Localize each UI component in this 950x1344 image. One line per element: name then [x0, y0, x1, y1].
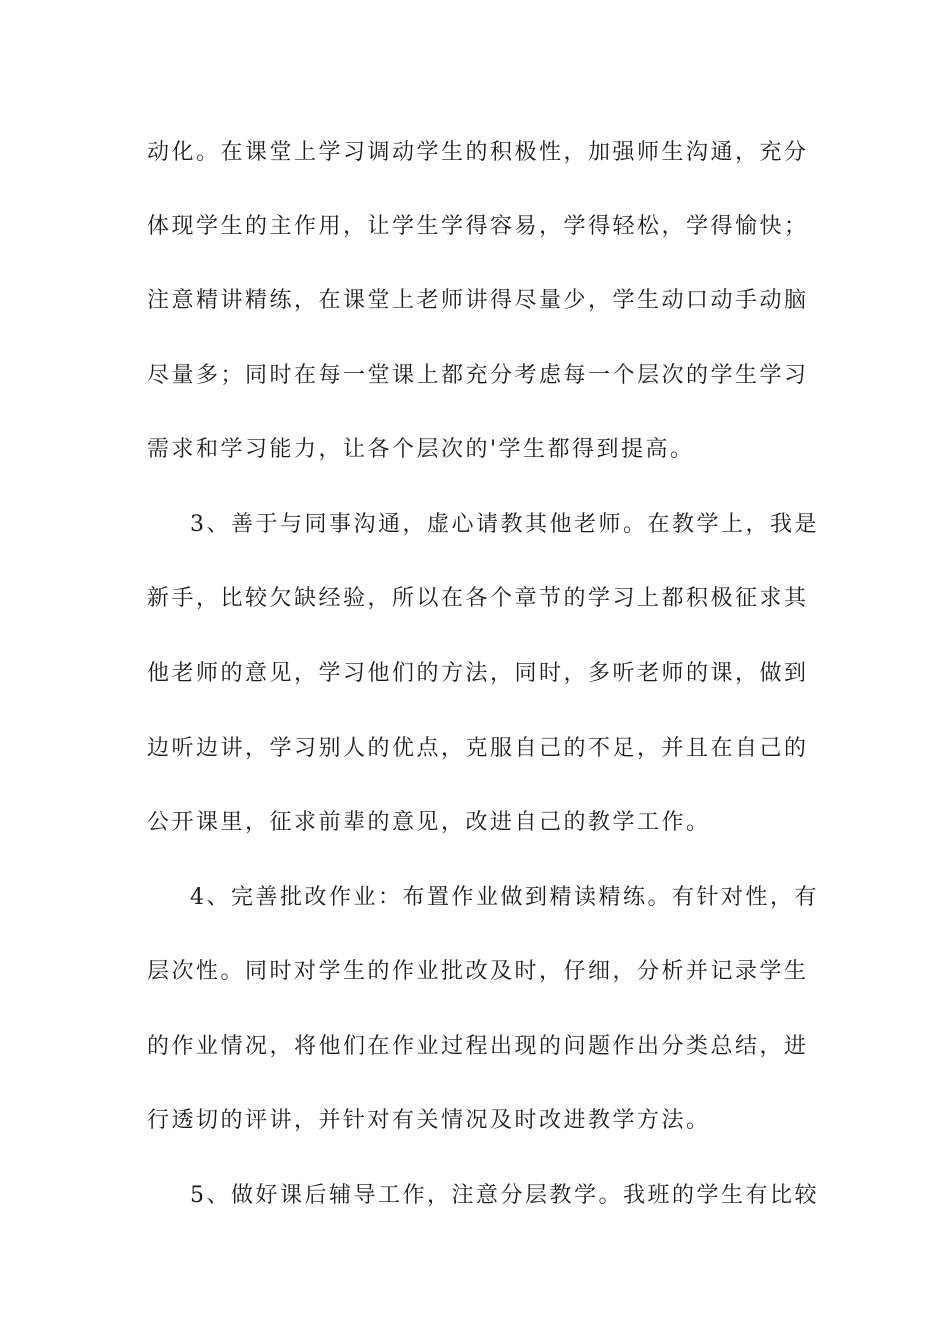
text-line: 需求和学习能力，让各个层次的'学生都得到提高。: [147, 437, 695, 462]
text-line: 边听边讲，学习别人的优点，克服自己的不足，并且在自己的: [147, 736, 809, 761]
text-line: 行透切的评讲，并针对有关情况及时改进教学方法。: [147, 1108, 711, 1133]
paragraph-3-start: 3、善于与同事沟通，虚心请教其他老师。在教学上，我是: [190, 512, 819, 537]
text-line: 新手，比较欠缺经验，所以在各个章节的学习上都积极征求其: [147, 586, 809, 611]
paragraph-5-start: 5、做好课后辅导工作，注意分层教学。我班的学生有比较: [190, 1183, 819, 1208]
text-line: 层次性。同时对学生的作业批改及时，仔细，分析并记录学生: [147, 959, 809, 984]
text-line: 他老师的意见，学习他们的方法，同时，多听老师的课，做到: [147, 661, 809, 686]
text-line: 注意精讲精练，在课堂上老师讲得尽量少，学生动口动手动脑: [147, 288, 809, 313]
text-line: 动化。在课堂上学习调动学生的积极性，加强师生沟通，充分: [147, 140, 809, 165]
text-line: 尽量多；同时在每一堂课上都充分考虑每一个层次的学生学习: [147, 363, 809, 388]
text-line: 的作业情况，将他们在作业过程出现的问题作出分类总结，进: [147, 1034, 809, 1059]
paragraph-4-start: 4、完善批改作业：布置作业做到精读精练。有针对性，有: [190, 885, 819, 910]
text-line: 公开课里，征求前辈的意见，改进自己的教学工作。: [147, 810, 711, 835]
text-line: 体现学生的主作用，让学生学得容易，学得轻松，学得愉快；: [147, 214, 809, 239]
